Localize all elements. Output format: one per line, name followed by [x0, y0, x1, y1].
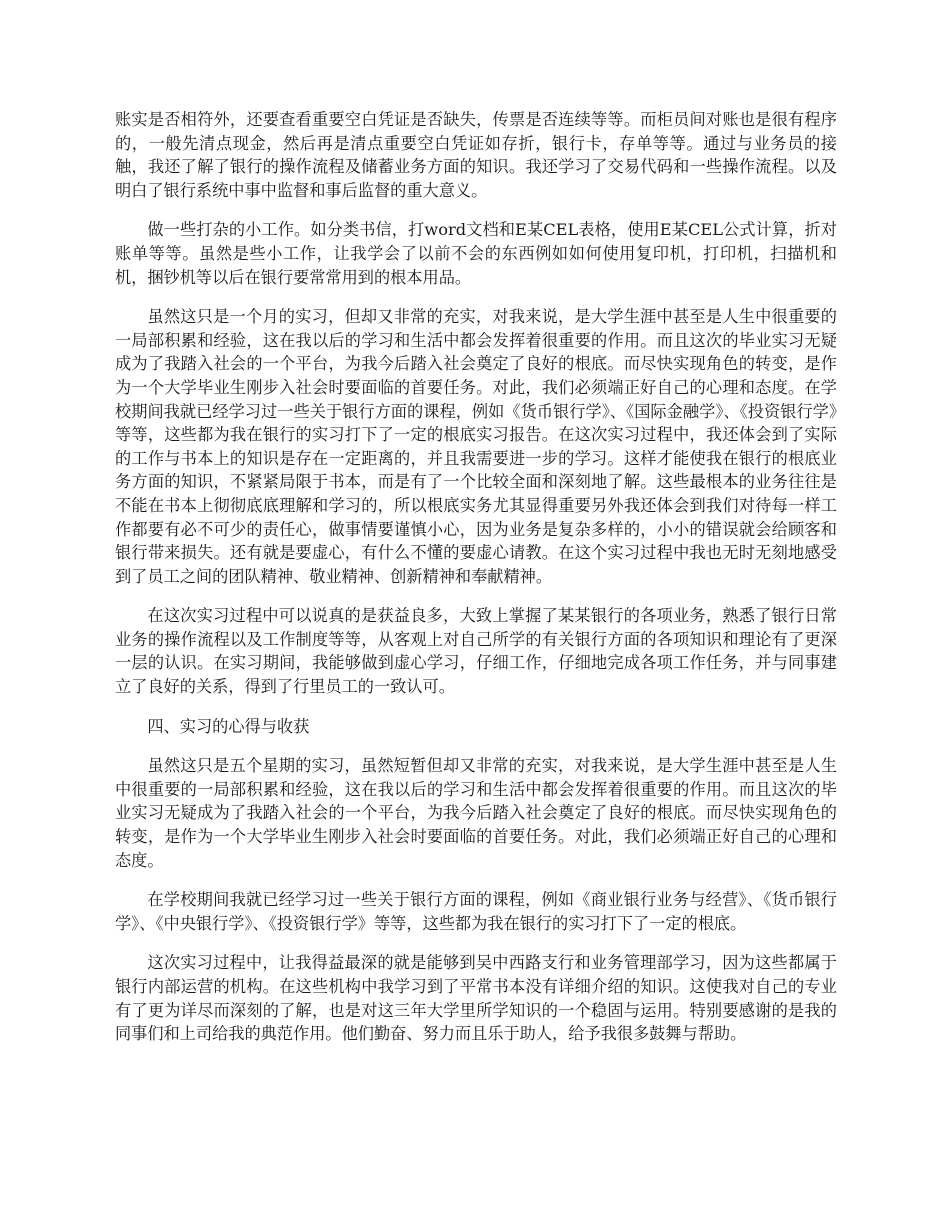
paragraph-4: 在这次实习过程中可以说真的是获益良多，大致上掌握了某某银行的各项业务，熟悉了银行日常业务的操作流程以及工作制度等等，从客观上对自己所学的有关银行方面的各项知识和理论有了更深一层的认识。在实习期间，我能够做到虚心学习，仔细工作，仔细地完成各项工作任务，并与同事建立了良好的关系，得到了行里员工的一致认可。 [115, 606, 837, 697]
paragraph-5: 虽然这只是五个星期的实习，虽然短暂但却又非常的充实，对我来说，是大学生涯中甚至是人生中很重要的一局部积累和经验，这在我以后的学习和生活中都会发挥着很重要的作用。而且这次的毕业实习无疑成为了我踏入社会的一个平台，为我今后踏入社会奠定了良好的根底。而尽快实现角色的转变，是作为一个大学毕业生刚步入社会时要面临的首要任务。对此，我们必须端正好自己的心理和态度。 [115, 756, 837, 870]
paragraph-3: 虽然这只是一个月的实习，但却又非常的充实，对我来说，是大学生涯中甚至是人生中很重要的一局部积累和经验，这在我以后的学习和生活中都会发挥着很重要的作用。而且这次的毕业实习无疑成为了我踏入社会的一个平台，为我今后踏入社会奠定了良好的根底。而尽快实现角色的转变，是作为一个大学毕业生刚步入社会时要面临的首要任务。对此，我们必须端正好自己的心理和态度。在学校期间我就已经学习过一些关于银行方面的课程，例如《货币银行学》、《国际金融学》、《投资银行学》等等，这些都为我在银行的实习打下了一定的根底实习报告。在这次实习过程中，我还体会到了实际的工作与书本上的知识是存在一定距离的，并且我需要进一步的学习。这样才能使我在银行的根底业务方面的知识，不紧紧局限于书本，而是有了一个比较全面和深刻地了解。这些最根本的业务往往是不能在书本上彻彻底底理解和学习的，所以根底实务尤其显得重要另外我还体会到我们对待每一样工作都要有必不可少的责任心，做事情要谨慎小心，因为业务是复杂多样的，小小的错误就会给顾客和银行带来损失。还有就是要虚心，有什么不懂的要虚心请教。在这个实习过程中我也无时无刻地感受到了员工之间的团队精神、敬业精神、创新精神和奉献精神。 [115, 307, 837, 586]
paragraph-7: 这次实习过程中，让我得益最深的就是能够到吴中西路支行和业务管理部学习，因为这些都属于银行内部运营的机构。在这些机构中我学习到了平常书本没有详细介绍的知识。这使我对自己的专业有了更为详尽而深刻的了解，也是对这三年大学里所学知识的一个稳固与运用。特别要感谢的是我的同事们和上司给我的典范作用。他们勤奋、努力而且乐于助人，给予我很多鼓舞与帮助。 [115, 953, 837, 1044]
section-heading: 四、实习的心得与收获 [147, 716, 310, 736]
paragraph-1: 账实是否相符外，还要查看重要空白凭证是否缺失，传票是否连续等等。而柜员间对账也是很有程序的，一般先清点现金，然后再是清点重要空白凭证如存折，银行卡，存单等等。通过与业务员的接触，我还了解了银行的操作流程及储蓄业务方面的知识。我还学习了交易代码和一些操作流程。以及明白了银行系统中事中监督和事后监督的重大意义。 [115, 110, 837, 200]
paragraph-2: 做一些打杂的小工作。如分类书信，打word文档和E某CEL表格，使用E某CEL公式计算，折对账单等等。虽然是些小工作，让我学会了以前不会的东西例如如何使用复印机，打印机，扫描机和 机，捆钞机等以后在银行要常常用到的根本用品。 [115, 220, 837, 287]
document-page [115, 108, 837, 1062]
paragraph-6: 在学校期间我就已经学习过一些关于银行方面的课程，例如《商业银行业务与经营》、《货币银行学》、《中央银行学》、《投资银行学》等等，这些都为我在银行的实习打下了一定的根底。 [115, 890, 837, 933]
